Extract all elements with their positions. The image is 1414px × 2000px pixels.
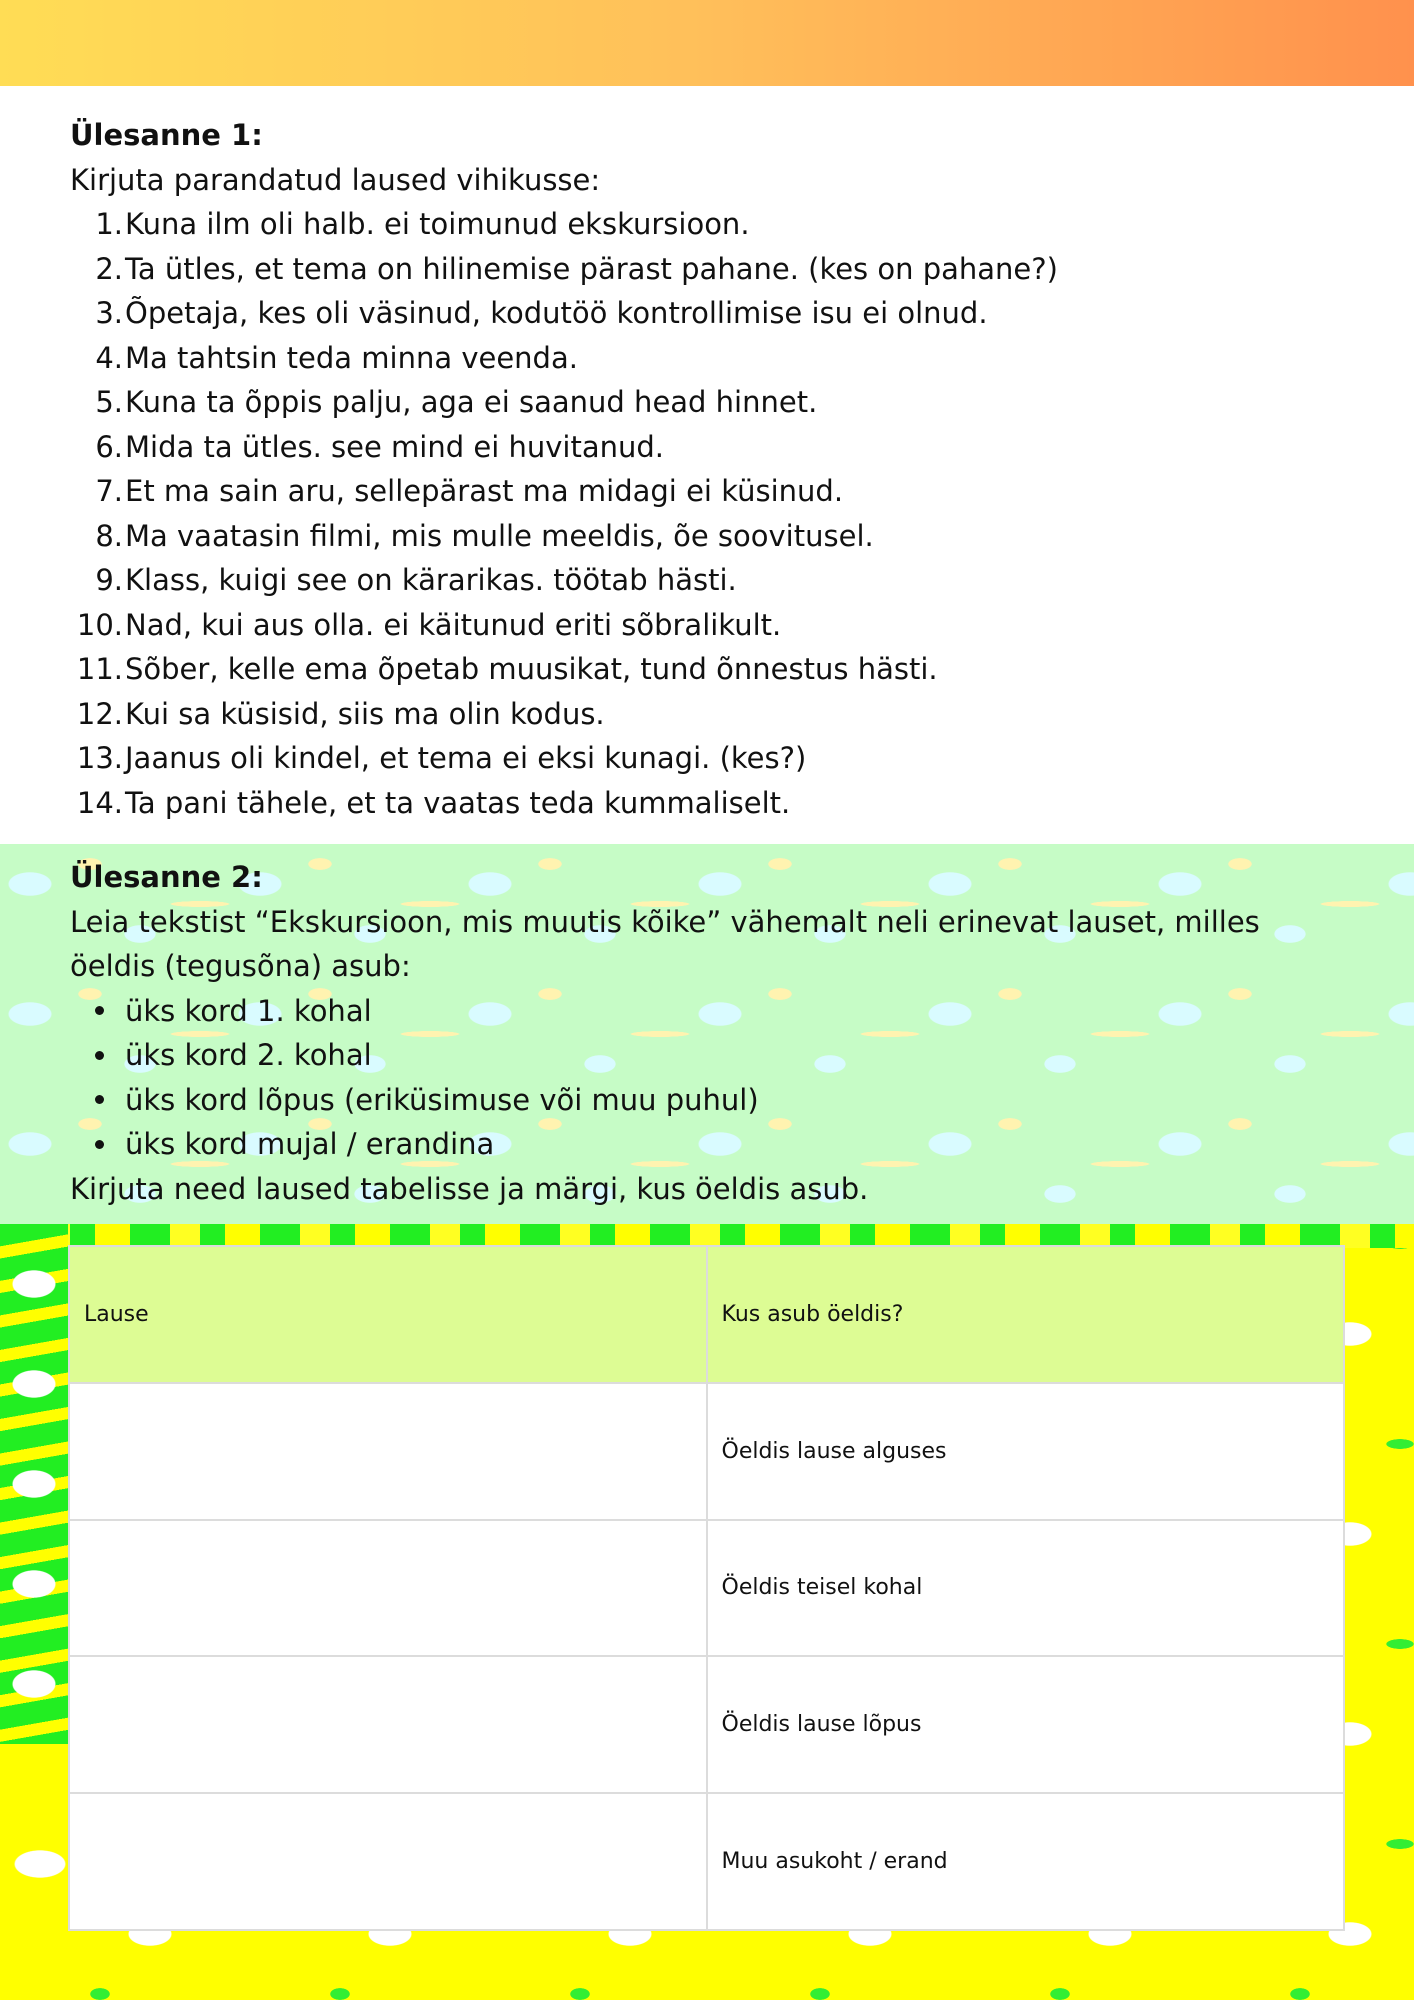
list-item [70, 425, 1350, 470]
task2-instruction-line1: Leia tekstist “Ekskursioon, mis muutis kõike” vähemalt neli erinevat lauset, milles [70, 904, 1260, 939]
list-item [70, 247, 1350, 292]
table-header-row [69, 1246, 1344, 1383]
task1-instruction: Kirjuta parandatud laused vihikusse: [70, 162, 601, 197]
list-item-number: 8. [95, 518, 123, 553]
location-cell: Öeldis teisel kohal [707, 1520, 1345, 1657]
list-item-number: 7. [95, 474, 123, 508]
answer-table [68, 1245, 1345, 1931]
list-item [70, 1033, 1350, 1078]
lause-cell[interactable] [69, 1383, 707, 1520]
bullet-icon [95, 1051, 104, 1060]
lause-cell[interactable] [69, 1793, 707, 1930]
column-header-location: Kus asub öeldis? [707, 1246, 1345, 1383]
task2-instruction-line2: öeldis (tegusõna) asub: [70, 949, 411, 983]
list-item [70, 380, 1350, 425]
list-item [70, 781, 1350, 826]
table-section-texture-left [0, 1224, 68, 1744]
task2-bullet-list [70, 989, 1350, 1167]
lause-cell[interactable] [69, 1520, 707, 1657]
list-item-number: 5. [95, 385, 123, 419]
list-item-text: Nad, kui aus olla. ei käitunud eriti sõbralikult. [125, 607, 782, 642]
list-item-number: 4. [95, 340, 123, 375]
list-item [70, 647, 1350, 692]
list-item-number: 9. [95, 563, 123, 597]
list-item-text: Ma tahtsin teda minna veenda. [125, 340, 578, 375]
header-gradient-band [0, 0, 1414, 87]
list-item [70, 202, 1350, 247]
list-item-number: 12. [76, 696, 123, 731]
list-item [70, 336, 1350, 381]
list-item-number: 13. [76, 741, 123, 775]
list-item-text: Ta ütles, et tema on hilinemise pärast pahane. (kes on pahane?) [125, 251, 1058, 286]
list-item-text: üks kord lõpus (eriküsimuse või muu puhul) [125, 1082, 759, 1117]
list-item-text: üks kord mujal / erandina [125, 1127, 495, 1161]
list-item [70, 1078, 1350, 1123]
task1-sentence-list [70, 202, 1350, 825]
list-item [70, 1122, 1350, 1167]
table-row [69, 1520, 1344, 1657]
table-row [69, 1793, 1344, 1930]
location-cell: Öeldis lause alguses [707, 1383, 1345, 1520]
list-item [70, 603, 1350, 648]
bullet-icon [95, 1006, 104, 1015]
list-item [70, 469, 1350, 514]
table-row [69, 1383, 1344, 1520]
list-item-text: üks kord 1. kohal [125, 993, 372, 1028]
task2-closing: Kirjuta need laused tabelisse ja märgi, kus öeldis asub. [70, 1171, 869, 1206]
list-item-number: 1. [95, 207, 123, 241]
list-item-text: üks kord 2. kohal [125, 1038, 372, 1072]
list-item-text: Jaanus oli kindel, et tema ei eksi kunagi. (kes?) [125, 741, 807, 775]
list-item-number: 3. [95, 296, 123, 330]
list-item [70, 692, 1350, 737]
table-row [69, 1656, 1344, 1793]
task1-title: Ülesanne 1: [70, 118, 263, 152]
list-item-text: Kui sa küsisid, siis ma olin kodus. [125, 696, 605, 731]
list-item-text: Õpetaja, kes oli väsinud, kodutöö kontrollimise isu ei olnud. [125, 296, 988, 330]
list-item-text: Kuna ilm oli halb. ei toimunud ekskursioon. [125, 207, 750, 241]
list-item-text: Et ma sain aru, sellepärast ma midagi ei küsinud. [125, 474, 844, 508]
list-item [70, 989, 1350, 1034]
list-item-number: 10. [76, 607, 123, 642]
list-item [70, 291, 1350, 336]
list-item [70, 514, 1350, 559]
task1 [70, 113, 1350, 825]
list-item-text: Ma vaatasin filmi, mis mulle meeldis, õe soovitusel. [125, 518, 874, 553]
lause-cell[interactable] [69, 1656, 707, 1793]
list-item-text: Mida ta ütles. see mind ei huvitanud. [125, 429, 664, 464]
list-item-number: 11. [76, 652, 123, 686]
list-item-text: Kuna ta õppis palju, aga ei saanud head hinnet. [125, 385, 818, 419]
list-item-text: Ta pani tähele, et ta vaatas teda kummaliselt. [125, 785, 791, 820]
list-item [70, 736, 1350, 781]
task2 [70, 855, 1350, 1211]
column-header-lause: Lause [69, 1246, 707, 1383]
list-item-text: Sõber, kelle ema õpetab muusikat, tund õnnestus hästi. [125, 652, 938, 686]
list-item-number: 2. [95, 251, 123, 286]
list-item-number: 14. [76, 785, 123, 820]
location-cell: Muu asukoht / erand [707, 1793, 1345, 1930]
list-item [70, 558, 1350, 603]
list-item-text: Klass, kuigi see on kärarikas. töötab hästi. [125, 563, 737, 597]
bullet-icon [95, 1140, 104, 1149]
task2-title: Ülesanne 2: [70, 860, 263, 894]
location-cell: Öeldis lause lõpus [707, 1656, 1345, 1793]
list-item-number: 6. [95, 429, 123, 464]
bullet-icon [95, 1095, 104, 1104]
